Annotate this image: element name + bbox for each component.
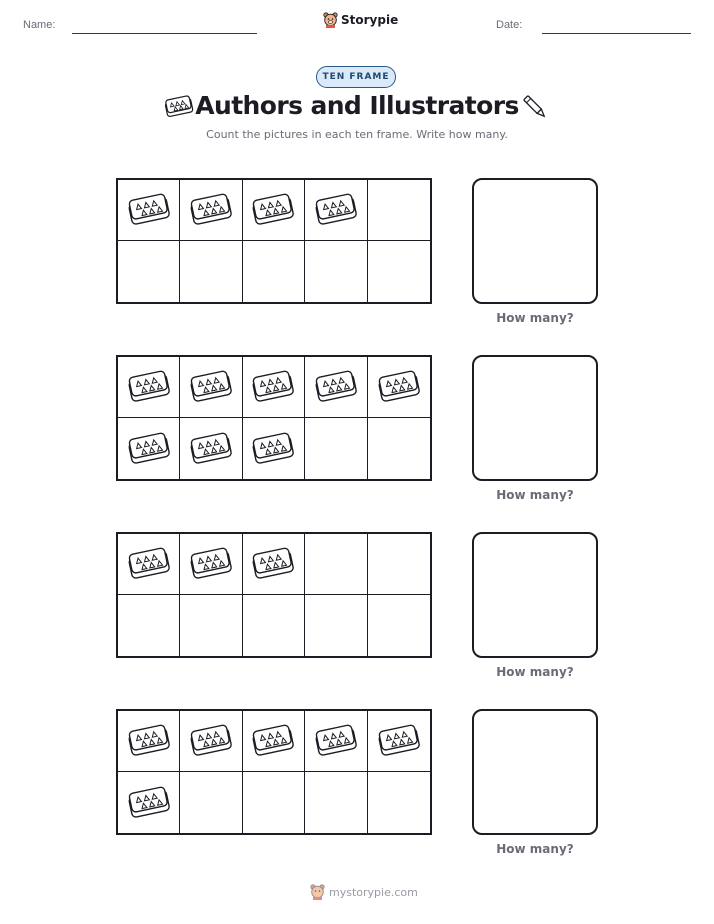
ten-frame-cell: [368, 357, 430, 418]
answer-box-4[interactable]: [472, 709, 598, 835]
ten-frame-cell: [118, 180, 180, 241]
ten-frame-cell: [305, 418, 367, 479]
ten-frame-cell: [180, 534, 242, 595]
ten-frame-cell: [368, 772, 430, 833]
bear-icon: [323, 12, 338, 28]
instructions: Count the pictures in each ten frame. Write how many.: [206, 128, 508, 141]
ten-frame-4: [116, 709, 432, 835]
tray-icon: [126, 432, 172, 466]
date-line[interactable]: [542, 33, 691, 34]
ten-frame-cell: [180, 241, 242, 302]
tray-icon: [250, 547, 296, 581]
ten-frame-cell: [180, 357, 242, 418]
name-line[interactable]: [72, 33, 257, 34]
ten-frame-cell: [118, 418, 180, 479]
ten-frame-cell: [243, 595, 305, 656]
name-label: Name:: [23, 19, 56, 31]
ten-frame-cell: [368, 711, 430, 772]
ten-frame-cell: [180, 595, 242, 656]
ten-frame-cell: [118, 595, 180, 656]
ten-frame-cell: [118, 711, 180, 772]
how-many-label-1: How many?: [496, 311, 574, 325]
ten-frame-cell: [305, 241, 367, 302]
ten-frame-1: [116, 178, 432, 304]
footer: [310, 884, 418, 900]
brand-name: Storypie: [341, 13, 399, 27]
answer-box-3[interactable]: [472, 532, 598, 658]
ten-frame-cell: [305, 357, 367, 418]
ten-frame-cell: [118, 534, 180, 595]
ten-frame-cell: [368, 595, 430, 656]
ten-frame-cell: [118, 241, 180, 302]
ten-frame-cell: [118, 357, 180, 418]
answer-box-1[interactable]: [472, 178, 598, 304]
tray-icon: [126, 724, 172, 758]
ten-frame-2: [116, 355, 432, 481]
footer-site: mystorypie.com: [329, 885, 418, 899]
ten-frame-3: [116, 532, 432, 658]
tray-icon: [126, 370, 172, 404]
ten-frame-cell: [180, 180, 242, 241]
tray-icon: [250, 370, 296, 404]
page-title: Authors and Illustrators: [195, 91, 519, 120]
ten-frame-cell: [243, 357, 305, 418]
tray-icon: [313, 193, 359, 227]
tray-icon: [188, 193, 234, 227]
answer-box-2[interactable]: [472, 355, 598, 481]
ten-frame-cell: [305, 595, 367, 656]
ten-frame-cell: [118, 772, 180, 833]
worksheet-type-badge: TEN FRAME: [316, 66, 396, 88]
brand-logo: [323, 12, 398, 28]
how-many-label-3: How many?: [496, 665, 574, 679]
ten-frame-cell: [305, 772, 367, 833]
ten-frame-cell: [305, 534, 367, 595]
ten-frame-cell: [305, 180, 367, 241]
how-many-label-4: How many?: [496, 842, 574, 856]
ten-frame-cell: [368, 418, 430, 479]
ten-frame-cell: [368, 534, 430, 595]
ten-frame-cell: [180, 772, 242, 833]
date-label: Date:: [496, 19, 523, 31]
ten-frame-cell: [180, 711, 242, 772]
tray-icon: [188, 370, 234, 404]
tray-icon: [250, 724, 296, 758]
ten-frame-cell: [243, 772, 305, 833]
ten-frame-cell: [243, 418, 305, 479]
tray-icon: [313, 370, 359, 404]
pen-icon: [521, 93, 549, 121]
bear-icon: [310, 884, 325, 900]
tray-icon: [376, 370, 422, 404]
tray-icon: [250, 193, 296, 227]
tray-icon: [126, 786, 172, 820]
tray-icon: [376, 724, 422, 758]
tray-icon: [188, 724, 234, 758]
ten-frame-cell: [243, 534, 305, 595]
tray-icon: [188, 432, 234, 466]
how-many-label-2: How many?: [496, 488, 574, 502]
ten-frame-cell: [243, 241, 305, 302]
ten-frame-cell: [180, 418, 242, 479]
ten-frame-cell: [368, 180, 430, 241]
tray-icon: [313, 724, 359, 758]
tray-icon: [126, 193, 172, 227]
tray-icon: [188, 547, 234, 581]
ten-frame-cell: [243, 180, 305, 241]
tray-icon: [250, 432, 296, 466]
tray-icon: [126, 547, 172, 581]
ten-frame-cell: [368, 241, 430, 302]
ten-frame-cell: [243, 711, 305, 772]
ten-frame-cell: [305, 711, 367, 772]
